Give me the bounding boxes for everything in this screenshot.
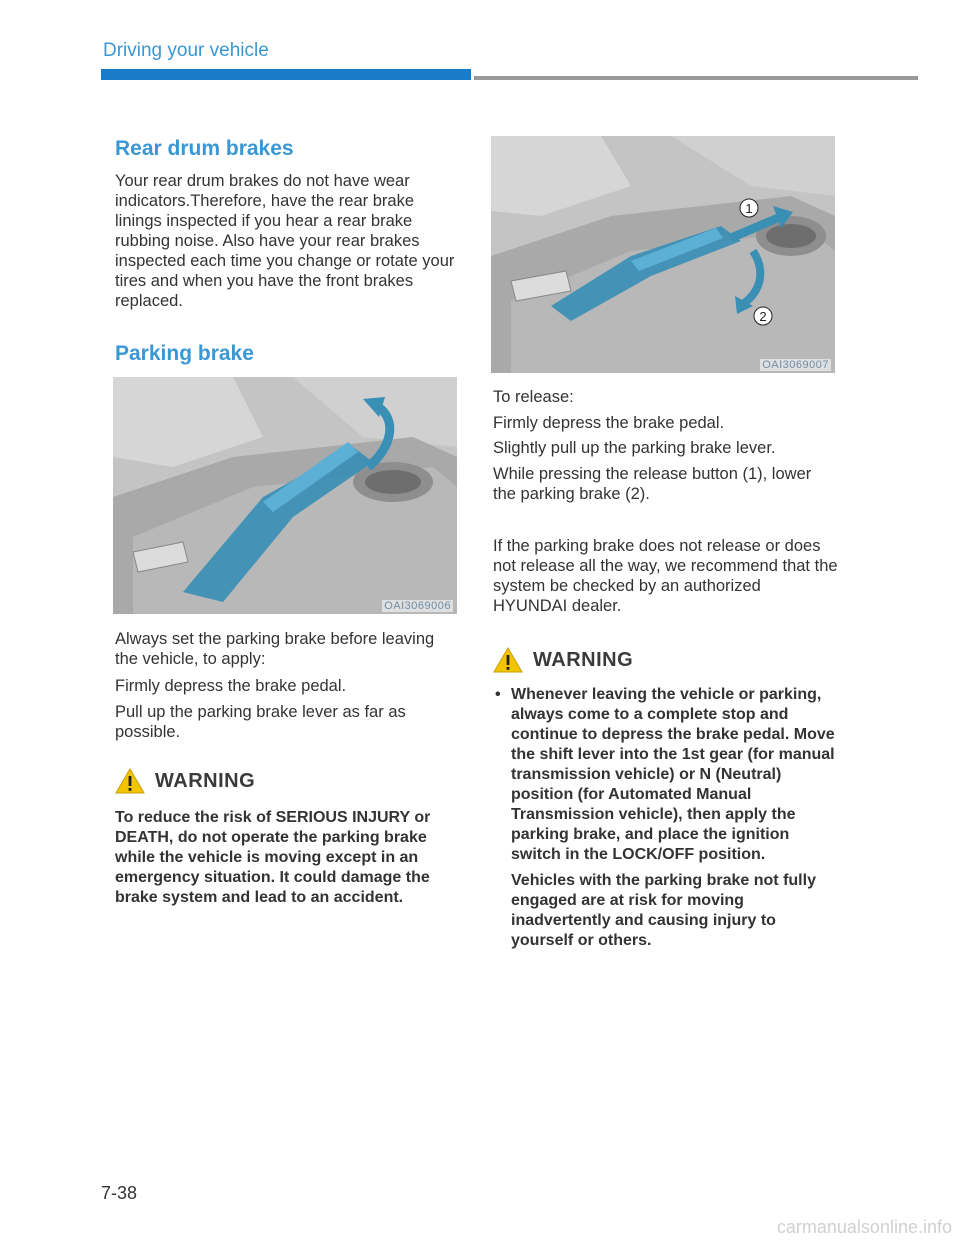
rear-drum-heading: Rear drum brakes xyxy=(115,137,294,160)
rear-drum-body: Your rear drum brakes do not have wear indicators.Therefore, have the rear brake linings inspected if you hear a rear brake rubbing noise. Also have your rear brakes inspected each time you change or rotate your tires and when you have the front brakes replaced. xyxy=(115,172,455,310)
warning-header xyxy=(493,646,633,674)
image-code: OAI3069007 xyxy=(762,359,829,371)
header-rule-blue xyxy=(101,69,471,80)
callout-2: 2 xyxy=(759,309,767,324)
release-step-1: Firmly depress the brake pedal. xyxy=(493,414,725,432)
release-step-2: Slightly pull up the parking brake lever. xyxy=(493,439,776,457)
watermark: carmanualsonline.info xyxy=(776,1217,952,1237)
image-code: OAI3069006 xyxy=(384,600,451,612)
parking-brake-apply-illustration xyxy=(113,377,457,614)
warning-label: WARNING xyxy=(533,648,634,671)
header-rule-gray xyxy=(474,76,918,80)
release-title: To release: xyxy=(493,388,574,406)
callout-1: 1 xyxy=(745,201,753,216)
warning-label: WARNING xyxy=(155,769,256,792)
warning-followup: Vehicles with the parking brake not fully engaged are at risk for moving inadvertently and causing injury to yourself or others. xyxy=(511,872,816,949)
apply-step-1: Firmly depress the brake pedal. xyxy=(115,677,347,695)
release-step-3: While pressing the release button (1), lower the parking brake (2). xyxy=(493,465,812,503)
parking-brake-heading: Parking brake xyxy=(115,342,254,365)
lever-apply-drawing xyxy=(113,377,457,614)
warning-bullet-text: Whenever leaving the vehicle or parking, always come to a complete stop and continue to depress the brake pedal. Move the shift lever into the 1st gear (for manual transmission vehicle) or N (Neutral) position (for Automated Manual Transmission vehicle), then apply the parking brake, and place the ignition switch in the LOCK/OFF position. xyxy=(511,686,835,863)
warning-triangle-icon xyxy=(115,767,145,795)
apply-step-2: Pull up the parking brake lever as far as possible. xyxy=(115,703,406,741)
warning-text: To reduce the risk of SERIOUS INJURY or DEATH, do not operate the parking brake while the vehicle is moving except in an emergency situation. It could damage the brake system and lead to an accident. xyxy=(115,809,431,906)
warning-triangle-icon xyxy=(493,646,523,674)
warning-header xyxy=(115,767,255,795)
warning-bullet xyxy=(493,685,835,951)
section-title: Driving your vehicle xyxy=(103,40,269,61)
release-note: If the parking brake does not release or does not release all the way, we recommend that the system be checked by an authorized HYUNDAI dealer. xyxy=(493,537,838,615)
parking-brake-release-illustration xyxy=(491,136,835,373)
page-number: 7-38 xyxy=(101,1183,138,1203)
lever-release-drawing xyxy=(491,136,835,373)
warning-bullet-list xyxy=(493,685,835,951)
apply-intro: Always set the parking brake before leaving the vehicle, to apply: xyxy=(115,630,435,668)
